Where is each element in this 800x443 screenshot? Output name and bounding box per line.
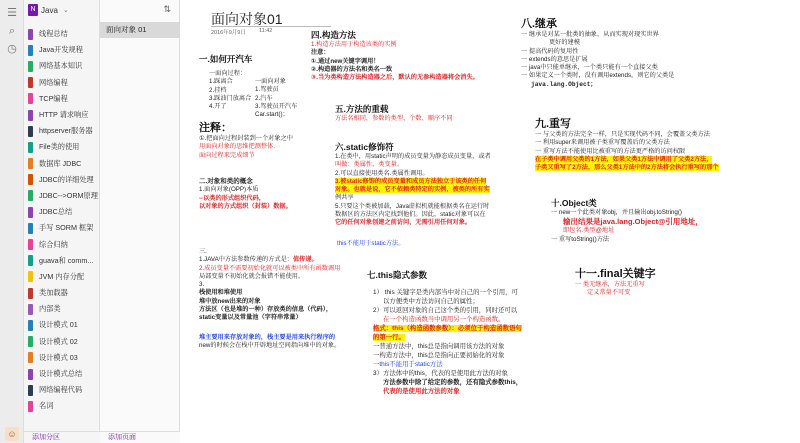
page-item[interactable]: 面向对象 01 <box>100 22 180 38</box>
section-item[interactable] <box>24 334 99 350</box>
note-block-inheritance[interactable]: 八.继承 一 继承是对某一批类的抽象，从而实现对现实世界 更好的建模 一 提高代码的复用性 一 extends的意思是扩展 一 java中只能单继承，一个类只能有一个直接父类 一 如果定义一个类时，没有调用extends，则它的父类是 java.lang.Object； <box>521 18 675 88</box>
section-color-swatch <box>28 271 33 282</box>
block-heading: 注释： <box>199 122 232 134</box>
section-item[interactable] <box>24 26 99 42</box>
page-time: 11:42 <box>259 28 273 34</box>
note-block-memory[interactable]: 三. 1.JAVA中方法参数传递的方式是：值传递。 2.成员变量不需要初始化就可以被类中所有函数调用 局部变量不初始化就会报错不能使用。 3. 栈使用和堆使用 堆中放new出来的对象 方法区（也是堆的一种）存放类的信息（代码）， static变量以及常量池（字符串常量） <box>199 248 341 322</box>
section-label: 网络基本知识 <box>39 61 83 71</box>
section-item[interactable] <box>24 42 99 58</box>
section-color-swatch <box>28 190 33 201</box>
section-item[interactable] <box>24 398 99 414</box>
chevron-down-icon: ⌄ <box>62 7 69 14</box>
block-heading: 九.重写 <box>535 118 572 130</box>
section-color-swatch <box>28 304 33 315</box>
section-label: File类的使用 <box>39 142 80 152</box>
section-item[interactable] <box>24 156 99 172</box>
note-block-override[interactable]: 九.重写 一 与父类的方法完全一样，只是实现代码不同，会覆盖父类方法 一 利用super来调用被子类重写覆盖后的父类方法 一 重写方法不能使用比被重写的方法更严格的访问权限 在子类中调用父类的1方法，如果父类1方法中调用了父类2方法， 子类又重写了2方法，那么父类1方法中的2方法将会执行重写的那个 <box>535 118 719 172</box>
section-label: 数据库 JDBC <box>39 158 82 168</box>
section-item[interactable] <box>24 382 99 398</box>
block-heading: 五.方法的重载 <box>335 104 389 114</box>
section-label: guava和 comm... <box>39 255 94 265</box>
block-heading: 二.对象和类的概念 <box>199 178 253 185</box>
block-heading: 十.Object类 <box>551 198 597 208</box>
section-label: 名词 <box>39 401 54 411</box>
section-item[interactable] <box>24 172 99 188</box>
section-color-swatch <box>28 61 33 72</box>
note-block-comment[interactable]: 注释： ①.把面向过程封装到一个对象之中 用面向对象的思维把测整体. 面向过程来完成细节 <box>199 122 293 159</box>
section-color-swatch <box>28 45 33 56</box>
section-color-swatch <box>28 174 33 185</box>
section-label: HTTP 请求响应 <box>39 110 89 120</box>
notebook-switcher[interactable] <box>24 0 99 20</box>
add-page-button[interactable]: 添加页面 <box>100 431 180 443</box>
section-color-swatch <box>28 401 33 412</box>
section-item[interactable] <box>24 123 99 139</box>
section-label: TCP编程 <box>39 93 68 103</box>
section-label: 综合归纳 <box>39 239 68 249</box>
object-steps: 一面向对象 1.驾驶员 2.汽车 3.驾驶员开汽车 Car.start()； <box>255 78 298 119</box>
section-item[interactable] <box>24 269 99 285</box>
section-color-swatch <box>28 385 33 396</box>
page-pane <box>100 0 180 443</box>
search-icon[interactable]: ⌕ <box>8 25 16 37</box>
app-icon-rail <box>0 0 24 443</box>
section-label: 类加载器 <box>39 288 68 298</box>
this-detail[interactable]: 1） this 关键字是类内部当中对自己的一个引用，可 以方便类中方法访问自己的属性； 2）可以返回对象的自己这个类的引用，同时还可以 在一个构造函数当中调用另一个构造函数。 格式：this（构造函数参数）：必须位于构造函数语句 的第一行。 一普通方法中，this总是指向调用该方法的对象 一构造方法中，this总是指向正要初始化的对象 一this不能用于static方法 3）方法体中的this，代表的是使用此方法的对象 方法参数中除了给定的参数，还有隐式参数this， 代表的是使用此方法的对象 <box>373 289 523 395</box>
notebooks-icon[interactable]: ☰ <box>7 7 17 19</box>
recent-icon[interactable]: ◷ <box>7 43 17 55</box>
section-label: httpserver服务器 <box>39 126 93 136</box>
section-pane <box>24 0 100 443</box>
section-label: JDBC的详细处理 <box>39 174 94 184</box>
section-item[interactable] <box>24 220 99 236</box>
section-color-swatch <box>28 255 33 266</box>
section-list <box>24 26 99 415</box>
page-toolbar <box>100 0 179 20</box>
note-block-this[interactable] <box>367 270 427 281</box>
sort-icon[interactable]: ⇅ <box>163 4 171 14</box>
section-color-swatch <box>28 93 33 104</box>
title-divider <box>211 26 331 27</box>
note-block-static[interactable]: 六.static修饰符 1.在类中，用static声明的成员变量为静态成员变量，或者 叫做：类属性，类变量。 2.可以直接使用类名.类属性调用。 3.被static修饰的成员变量和成员方法独立于该类的任何 对象。也就是说，它不依赖类特定的实例，被类的所有实 例共享 5.只要这个类被加载，Java虚拟机就能根据类名在运行时 数据区的方法区内定找到他们。因此，static对象可以在 它的任何对象创建之前访问，无需引用任何对象。 <box>335 142 491 227</box>
section-label: 设计模式 01 <box>39 320 78 330</box>
block-heading: 一.如何开汽车 <box>199 54 253 64</box>
section-item[interactable] <box>24 204 99 220</box>
section-color-swatch <box>28 320 33 331</box>
note-block-heap-stack[interactable]: 堆主要用来存放对象的，栈主要是用来执行程序的 new的时候会在栈中开辟地址空间指向堆中的对象。 <box>199 334 341 350</box>
section-item[interactable] <box>24 253 99 269</box>
section-label: 设计模式 02 <box>39 336 78 346</box>
note-block-final[interactable]: 十一.final关键字 一 类无继承，方法无重写 定义常量不可变 <box>575 268 656 297</box>
note-block-car[interactable] <box>199 54 252 65</box>
section-color-swatch <box>28 29 33 40</box>
note-canvas[interactable] <box>181 0 800 443</box>
section-label: 线程总结 <box>39 29 68 39</box>
block-heading: 八.继承 <box>521 18 558 30</box>
section-label: JDBC总结 <box>39 207 73 217</box>
section-item[interactable] <box>24 317 99 333</box>
section-item[interactable] <box>24 236 99 252</box>
note-block-overload[interactable]: 五.方法的重载 方法名相同，参数的类型、个数、顺序不同 <box>335 104 453 122</box>
section-item[interactable] <box>24 188 99 204</box>
section-item[interactable] <box>24 139 99 155</box>
note-block-object[interactable]: 十.Object类 一 new一个此类对象obj，并且输出obj.toString() 输出结果是java.lang.Object@引用地址， 即包名.类型@地址 一 重写toString()方法 <box>551 198 703 243</box>
page-title[interactable]: 面向对象01 <box>211 11 283 27</box>
section-item[interactable] <box>24 58 99 74</box>
section-label: 手写 SORM 框架 <box>39 223 94 233</box>
section-label: 设计模式 03 <box>39 352 78 362</box>
section-label: 网络编程 <box>39 77 68 87</box>
section-item[interactable] <box>24 75 99 91</box>
page-date: 2016年9月9日 <box>211 30 246 36</box>
section-item[interactable] <box>24 301 99 317</box>
section-color-swatch <box>28 336 33 347</box>
section-color-swatch <box>28 288 33 299</box>
static-this-note[interactable]: this不能用于static方法。 <box>337 240 405 247</box>
section-color-swatch <box>28 223 33 234</box>
section-label: Java开发规程 <box>39 45 83 55</box>
section-color-swatch <box>28 352 33 363</box>
section-label: 设计模式总结 <box>39 369 83 379</box>
section-color-swatch <box>28 207 33 218</box>
section-item[interactable] <box>24 366 99 382</box>
section-color-swatch <box>28 239 33 250</box>
block-heading: 十一.final关键字 <box>575 268 656 280</box>
notebook-name: Java <box>41 5 58 15</box>
section-label: JDBC-->ORM原理 <box>39 190 98 200</box>
section-color-swatch <box>28 110 33 121</box>
section-label: 内部类 <box>39 304 61 314</box>
note-block-constructor[interactable]: 四.构造方法 1.构造方法用于构造该类的实例 注意： ①.通过new关键字调用！ ②.构造器的方法名和类名一致 ③.当为类构造方法构造器之后，默认的无参构造器将会消失。 <box>311 30 479 82</box>
block-heading: 六.static修饰符 <box>335 142 394 152</box>
section-item[interactable] <box>24 285 99 301</box>
notebook-icon: N <box>28 4 38 16</box>
section-color-swatch <box>28 158 33 169</box>
avatar[interactable]: ☺ <box>5 427 19 441</box>
section-color-swatch <box>28 369 33 380</box>
section-color-swatch <box>28 77 33 88</box>
block-heading: 四.构造方法 <box>311 30 356 40</box>
block-heading: 七.this隐式参数 <box>367 270 427 280</box>
section-item[interactable] <box>24 350 99 366</box>
section-item[interactable] <box>24 107 99 123</box>
section-label: JVM 内存分配 <box>39 271 85 281</box>
section-label: 网络编程代码 <box>39 385 83 395</box>
procedural-steps: 一面向过程： 1.踩离合 2.挂档 3.踩油门放离合 4.开了 <box>209 70 252 111</box>
note-block-object-class[interactable]: 二.对象和类的概念 1.面向对象(OPP)本质 --以类的形式组织代码， 以对象的方式组织（封装）数据。 <box>199 178 292 210</box>
section-color-swatch <box>28 142 33 153</box>
add-section-button[interactable]: 添加分区 <box>24 431 100 443</box>
section-color-swatch <box>28 126 33 137</box>
section-item[interactable] <box>24 91 99 107</box>
